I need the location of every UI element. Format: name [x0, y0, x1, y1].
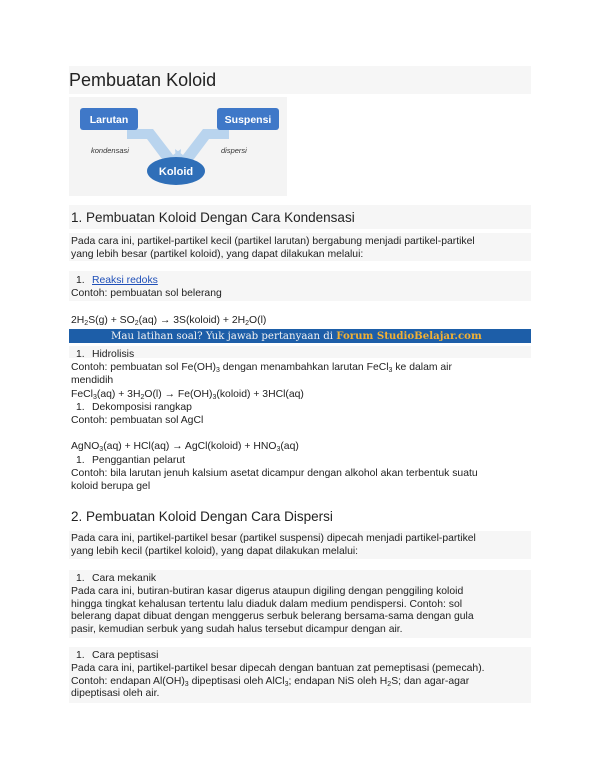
- list-number: 1.: [76, 650, 85, 661]
- ad-text-line: [111, 329, 482, 344]
- mekanik-label: Cara mekanik: [92, 573, 157, 584]
- diagram-svg: [69, 97, 287, 196]
- page-title: Pembuatan Koloid: [69, 70, 217, 90]
- dekomposisi-equation: AgNO$_3$(aq) + HCl(aq) → AgCl(koloid) + $HNO_3(aq)$: [71, 441, 299, 453]
- hidrolisis-example: Contoh: pembuatan sol $Fe(OH)_3$ dengan menambahkan larutan FeCl$_3$ ke dalam air: [71, 362, 452, 374]
- list-number: 1.: [76, 349, 85, 360]
- section1-intro: [71, 236, 529, 261]
- hidrolisis-example-part3: ke dalam air: [392, 362, 452, 373]
- center-label: Koloid: [158, 166, 194, 178]
- forum-ad-banner[interactable]: [69, 329, 531, 343]
- ad-text: Mau latihan soal? Yuk jawab pertanyaan di: [111, 331, 337, 342]
- section2-intro-line2: yang lebih kecil (partikel koloid), yang dapat dilakukan melalui:: [71, 545, 359, 557]
- section1-intro-line2: yang lebih besar (partikel koloid), yang dapat dilakukan melalui:: [71, 248, 364, 260]
- dekomposisi-label: Dekomposisi rangkap: [92, 402, 192, 413]
- pelarut-label: Penggantian pelarut: [92, 455, 186, 466]
- peptisasi-label: Cara peptisasi: [92, 650, 159, 661]
- mekanik-text-line4: pasir, kemudian serbuk yang sudah halus tersebut dicampur dengan air.: [71, 623, 403, 635]
- koloid-diagram: [69, 97, 287, 196]
- dekomposisi-example: Contoh: pembuatan sol AgCl: [71, 415, 204, 426]
- peptisasi-text-line2: Contoh: endapan $Al(OH)_3$ dipeptisasi oleh AlCl$_3$; endapan NiS oleh $H_2S$; dan agar-agar: [71, 675, 470, 688]
- list-item-mekanik: [76, 573, 156, 586]
- box-right-label: Suspensi: [224, 114, 272, 126]
- redoks-equation: $2H_2S(g) + SO_2(aq)$ → 3S(koloid) + $2H_2O(l)$: [71, 315, 267, 327]
- mekanik-text: [71, 586, 529, 636]
- section2-intro: [71, 533, 529, 558]
- hidrolisis-example-part1: Contoh: pembuatan sol Fe(OH): [71, 362, 216, 373]
- item2-band: [69, 346, 531, 358]
- hidrolisis-example-part2: dengan menambahkan larutan FeCl: [219, 362, 389, 373]
- list-number: 1.: [76, 455, 85, 466]
- section2-heading: 2. Pembuatan Koloid Dengan Cara Dispersi: [71, 509, 333, 524]
- ad-highlight[interactable]: Forum StudioBelajar.com: [336, 330, 482, 342]
- list-number: 1.: [76, 402, 85, 413]
- mekanik-text-line3: belerang dapat dibuat dengan menggerus serbuk belerang bersama-sama dengan gula: [71, 611, 474, 623]
- arrow-left-label: kondensasi: [91, 146, 129, 155]
- hidrolisis-equation: FeCl$_3$(aq) + $3H_2O(l)$ → $Fe(OH)_3(koloid) + 3HCl(aq)$: [71, 389, 304, 401]
- list-number: 1.: [76, 573, 85, 584]
- pelarut-example-line2: koloid berupa gel: [71, 481, 151, 492]
- list-item-redoks: [76, 275, 158, 288]
- reaksi-redoks-link[interactable]: Reaksi redoks: [92, 275, 158, 286]
- list-item-peptisasi: [76, 650, 158, 663]
- box-left-label: Larutan: [89, 114, 129, 126]
- list-item-hidrolisis: [76, 349, 134, 362]
- peptisasi-text-line1: Pada cara ini, partikel-partikel besar dipecah dengan bantuan zat pemeptisasi (pemecah).: [71, 663, 485, 674]
- hidrolisis-label: Hidrolisis: [92, 349, 135, 360]
- redoks-example: Contoh: pembuatan sol belerang: [71, 288, 222, 299]
- mekanik-text-line2: hingga tingkat kehalusan tertentu lalu diaduk dalam medium pendispersi. Contoh: sol: [71, 598, 463, 610]
- hidrolisis-example-line2: mendidih: [71, 375, 114, 386]
- mekanik-text-line1: Pada cara ini, butiran-butiran kasar digerus ataupun digiling dengan penggiling koloid: [71, 586, 464, 597]
- list-item-pelarut: [76, 455, 185, 468]
- section2-intro-line1: Pada cara ini, partikel-partikel besar (partikel suspensi) dipecah menjadi partikel-partikel: [71, 533, 476, 544]
- list-item-dekomposisi: [76, 402, 192, 415]
- section1-intro-line1: Pada cara ini, partikel-partikel kecil (partikel larutan) bergabung menjadi partikel-partikel: [71, 236, 475, 247]
- list-number: 1.: [76, 275, 85, 286]
- pelarut-example-line1: Contoh: bila larutan jenuh kalsium asetat dicampur dengan alkohol akan terbentuk suatu: [71, 468, 478, 479]
- peptisasi-text: [71, 663, 529, 701]
- peptisasi-text-line3: dipeptisasi oleh air.: [71, 688, 160, 700]
- arrow-right-label: dispersi: [221, 146, 247, 155]
- section1-heading: 1. Pembuatan Koloid Dengan Cara Kondensasi: [71, 210, 355, 225]
